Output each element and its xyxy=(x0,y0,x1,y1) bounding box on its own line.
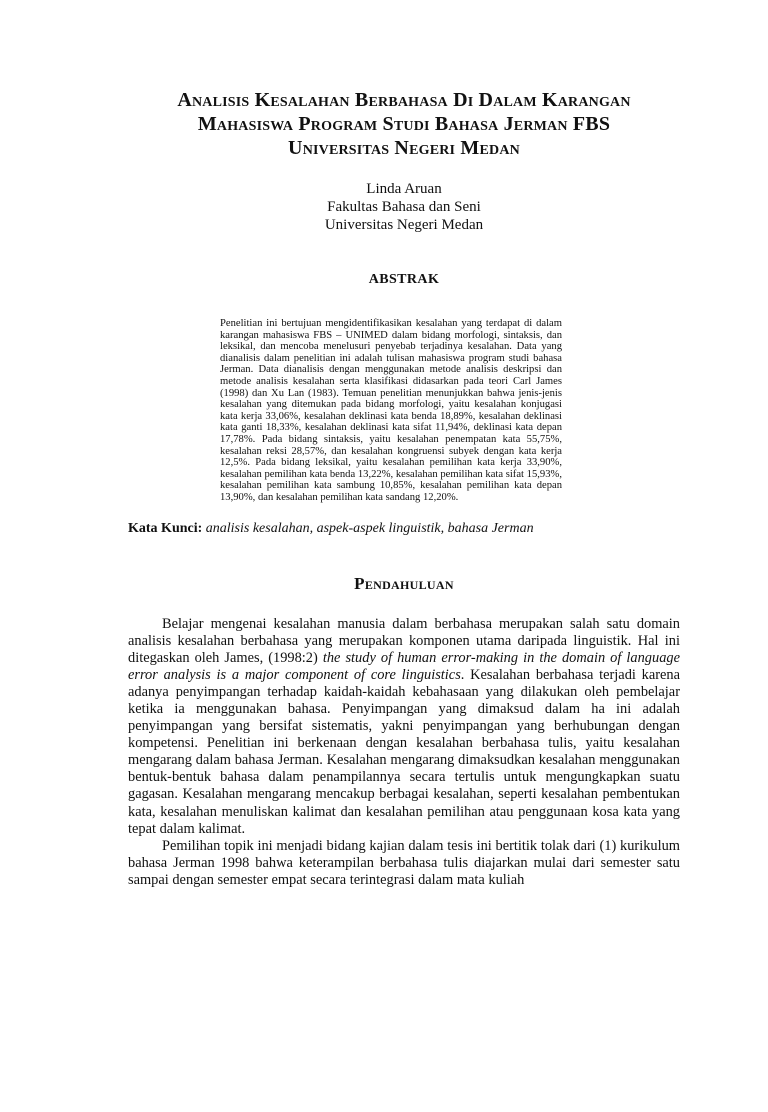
document-page xyxy=(0,88,768,1112)
abstract-text: Penelitian ini bertujuan mengidentifikasikan kesalahan yang terdapat di dalam karangan mahasiswa FBS – UNIMED dalam bidang morfologi, sintaksis, dan leksikal, dan mencoba menelusuri penyebab terjadinya kesalahan. Data yang dianalisis dalam penelitian ini adalah tulisan mahasiswa program studi bahasa Jerman. Data dianalisis dengan menggunakan metode analisis deskripsi dan metode analisis kesalahan serta klasifikasi didasarkan pada teori Carl James (1998) dan Xu Lan (1983). Temuan penelitian menunjukkan bahwa jenis-jenis kesalahan yang ditemukan pada bidang morfologi, yaitu kesalahan konjugasi kata kerja 33,06%, kesalahan deklinasi kata benda 18,89%, kesalahan deklinasi kata ganti 18,33%, kesalahan deklinasi kata sifat 11,94%, deklinasi kata depan 17,78%. Pada bidang sintaksis, yaitu kesalahan penempatan kata 55,75%, kesalahan reksi 28,57%, dan kesalahan kongruensi subyek dengan kata kerja 12,5%. Pada bidang leksikal, yaitu kesalahan pemilihan kata kerja 33,90%, kesalahan pemilihan kata benda 13,22%, kesalahan pemilihan kata sifat 15,93%, kesalahan pemilihan kata sambung 10,85%, kesalahan pemilihan kata depan 13,90%, dan kesalahan pemilihan kata sandang 12,20%. xyxy=(220,318,562,503)
author-block xyxy=(128,180,680,234)
author-university: Universitas Negeri Medan xyxy=(324,217,484,233)
paragraph-1-text-a: Belajar mengenai kesalahan manusia dalam berbahasa merupakan salah satu domain analisis kesalahan berbahasa yang merupakan komponen utama daripada linguistik. Hal ini ditegaskan oleh James, (1998:2) xyxy=(128,615,680,666)
body-paragraph-1 xyxy=(128,616,680,838)
title-line-1: Analisis Kesalahan Berbahasa Di Dalam Karangan xyxy=(177,89,631,111)
paragraph-1-text-b: . Kesalahan berbahasa terjadi karena adanya penyimpangan terhadap kaidah-kaidah kebahasaan yang dilakukan oleh pembelajar ketika ia menggunakan bahasa. Penyimpangan yang dimaksud dalam ha ini adalah penyimpangan yang bersifat sistematis, yakni penyimpangan yang berhubungan dengan kompetensi. Penelitian ini berkenaan dengan kesalahan berbahasa tulis, yaitu kesalahan mengarang dalam bahasa Jerman. Kesalahan mengarang dimaksudkan kesalahan menggunakan bentuk-bentuk bahasa dalam penampilannya secara tertulis untuk mengungkapkan suatu gagasan. Kesalahan mengarang mencakup berbagai kesalahan, seperti kesalahan pembentukan kata, kesalahan menuliskan kalimat dan kesalahan pemilihan atau penggunaan kosa kata yang tepat dalam kalimat. xyxy=(128,666,680,837)
keywords-line xyxy=(128,520,680,538)
keywords-label: Kata Kunci: xyxy=(128,520,203,536)
title-line-3: Universitas Negeri Medan xyxy=(288,137,520,159)
abstract-heading: ABSTRAK xyxy=(368,272,440,287)
section-heading: Pendahuluan xyxy=(354,573,454,593)
author-name: Linda Aruan xyxy=(366,181,442,197)
section-body xyxy=(128,616,680,890)
body-paragraph-2: Pemilihan topik ini menjadi bidang kajian dalam tesis ini bertitik tolak dari (1) kurikulum bahasa Jerman 1998 bahwa keterampilan berbahasa tulis diajarkan mulai dari semester satu sampai dengan semester empat secara terintegrasi dalam mata kuliah xyxy=(128,837,680,888)
title-line-2: Mahasiswa Program Studi Bahasa Jerman FBS xyxy=(197,113,611,135)
keywords-value: analisis kesalahan, aspek-aspek linguistik, bahasa Jerman xyxy=(205,520,534,536)
author-faculty: Fakultas Bahasa dan Seni xyxy=(327,199,481,215)
paper-title xyxy=(128,88,680,160)
paragraph-1-quote: the study of human error-making in the domain of language error analysis is a major component of core linguistics xyxy=(128,649,680,683)
